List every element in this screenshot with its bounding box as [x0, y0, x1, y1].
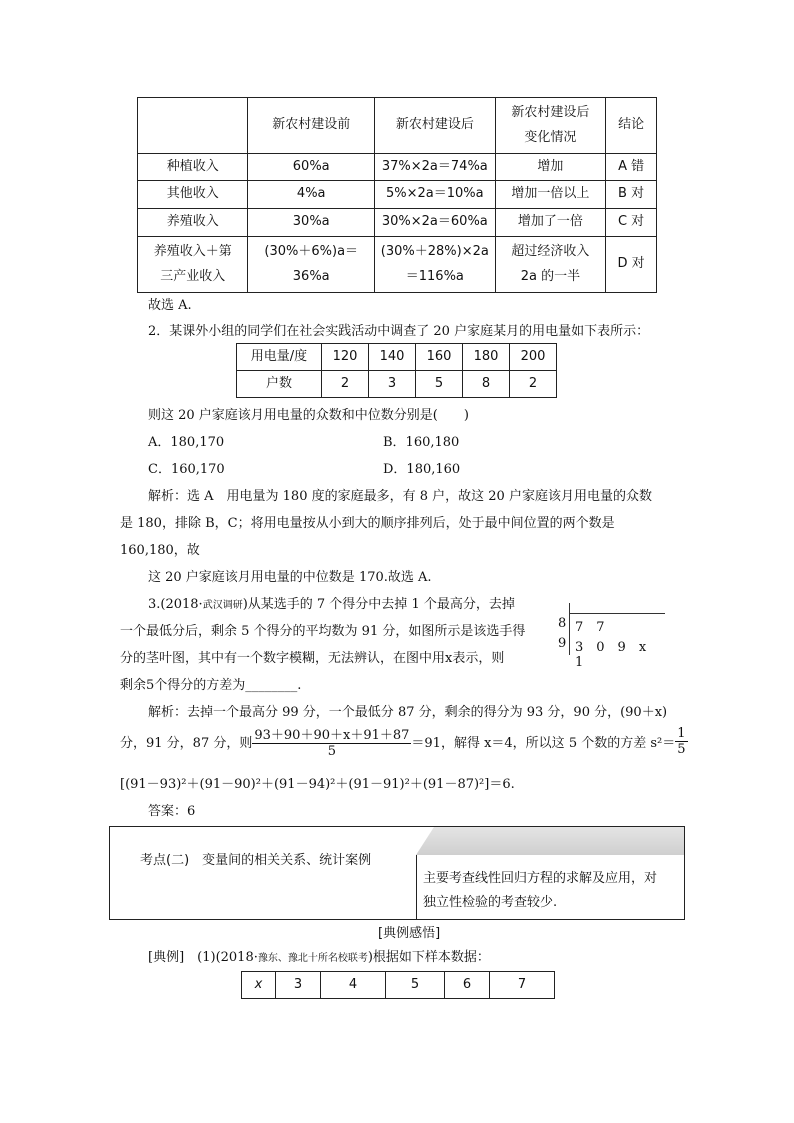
q3-source: 武汉调研 [202, 600, 243, 611]
plot-top-rule [569, 613, 665, 614]
stem-leaf-plot [555, 603, 667, 670]
table-cell: (30%＋6%)a＝ 36%a [248, 237, 375, 293]
topic-title: 考点(二) 变量间的相关关系、统计案例 [140, 853, 372, 868]
table-cell: 5%×2a＝10%a [374, 181, 495, 209]
table-header-cell: 新农村建设后 [374, 98, 495, 154]
table-cell: 用电量/度 [237, 344, 322, 371]
electricity-table [236, 343, 557, 398]
table-cell: 3 [369, 371, 416, 398]
table-header-cell: 结论 [606, 98, 657, 154]
solution-line: 解析：选 A 用电量为 180 度的家庭最多，有 8 户，故这 20 户家庭该月用电量的众数 [148, 489, 652, 504]
q3-suffix: )从某选手的 7 个得分中去掉 1 个最高分，去掉 [242, 597, 515, 612]
table-cell: 5 [386, 972, 445, 999]
table-cell: 30%×2a＝60%a [374, 209, 495, 237]
question-3-line: 一个最低分后，剩余 5 个得分的平均数为 91 分，如图所示是该选手得 [120, 624, 526, 639]
table-cell: C 对 [606, 209, 657, 237]
table-cell: B 对 [606, 181, 657, 209]
table-cell: 200 [510, 344, 557, 371]
question-2-stem: 2．某课外小组的同学们在社会实践活动中调查了 20 户家庭某月的用电量如下表所示： [148, 324, 650, 339]
solution-line: 160,180，故 [120, 543, 200, 558]
topic-box-banner [416, 827, 684, 855]
q3-prefix: 3.(2018· [148, 597, 203, 612]
table-cell: 60%a [248, 154, 375, 181]
mean-fraction [252, 724, 411, 759]
example-suffix: )根据如下样本数据： [367, 950, 490, 965]
topic-box [109, 826, 685, 920]
table-cell: 37%×2a＝74%a [374, 154, 495, 181]
paragraph: 故选 A. [148, 298, 192, 313]
comparison-table [137, 97, 657, 293]
sol-text: 分，91 分，87 分，则 [120, 736, 253, 751]
table-cell: 增加了一倍 [495, 209, 606, 237]
table-cell: 3 [276, 972, 321, 999]
table-cell: 7 [490, 972, 555, 999]
table-cell: 6 [445, 972, 490, 999]
fraction-numerator: 93＋90＋90＋x＋91＋87 [252, 724, 411, 744]
table-cell: 种植收入 [138, 154, 248, 181]
table-cell: 其他收入 [138, 181, 248, 209]
answer: 答案：6 [148, 804, 196, 819]
table-cell: 140 [369, 344, 416, 371]
fraction-numerator: 1 [677, 726, 686, 741]
banner-corner-decoration [416, 827, 446, 855]
table-cell: 2 [322, 371, 369, 398]
option-c: C．160,170 [148, 462, 225, 477]
table-cell: 5 [416, 371, 463, 398]
sample-data-table [241, 971, 555, 999]
option-d: D．180,160 [383, 462, 461, 477]
table-cell: 160 [416, 344, 463, 371]
table-cell: 2 [510, 371, 557, 398]
table-cell: 增加 [495, 154, 606, 181]
table-header-cell [138, 98, 248, 154]
table-cell: x [242, 972, 276, 999]
table-cell: 4%a [248, 181, 375, 209]
table-cell: 户数 [237, 371, 322, 398]
question-3-line [148, 593, 515, 612]
fraction-denominator: 5 [327, 744, 337, 759]
solution-line: 解析：去掉一个最高分 99 分，一个最低分 87 分，剩余的得分为 93 分，90 分，(90＋x) [148, 705, 668, 720]
table-header-cell: 新农村建设后 变化情况 [495, 98, 606, 154]
fraction-denominator: 5 [677, 742, 686, 757]
solution-line [120, 724, 688, 764]
table-cell: 养殖收入 [138, 209, 248, 237]
option-a: A．180,170 [148, 435, 225, 450]
leaf-values: 7 7 [575, 620, 605, 635]
example-line [148, 946, 490, 965]
question-2-prompt: 则这 20 户家庭该月用电量的众数和中位数分别是( ) [148, 408, 469, 423]
option-b: B．160,180 [383, 435, 460, 450]
sol-text: ＝91，解得 x＝4，所以这 5 个数的方差 s²＝ [411, 736, 676, 751]
example-prefix: (1)(2018· [184, 950, 258, 965]
solution-line: 这 20 户家庭该月用电量的中位数是 170.故选 A. [148, 570, 432, 585]
table-cell: 180 [463, 344, 510, 371]
table-cell: 4 [321, 972, 386, 999]
plot-stem-divider [569, 603, 570, 655]
example-source: 豫东、豫北十所名校联考 [257, 953, 368, 964]
stem-value: 9 [558, 636, 567, 651]
table-cell: 8 [463, 371, 510, 398]
question-3-line: 剩余5个得分的方差为________. [120, 678, 302, 693]
section-header: [典例感悟] [378, 926, 441, 941]
table-cell: 养殖收入＋第 三产业收入 [138, 237, 248, 293]
variance-fraction [675, 726, 687, 757]
topic-desc: 独立性检验的考查较少. [423, 895, 558, 910]
solution-line: [(91－93)²＋(91－90)²＋(91－94)²＋(91－91)²＋(91－87)²]＝6. [120, 777, 515, 792]
table-header-cell: 新农村建设前 [248, 98, 375, 154]
table-cell: (30%＋28%)×2a ＝116%a [374, 237, 495, 293]
table-cell: 120 [322, 344, 369, 371]
leaf-values: 3 0 9 x 1 [575, 640, 660, 670]
question-3-line: 分的茎叶图，其中有一个数字模糊，无法辨认，在图中用x表示，则 [120, 651, 505, 666]
table-cell: 增加一倍以上 [495, 181, 606, 209]
table-cell: D 对 [606, 237, 657, 293]
solution-line: 是 180，排除 B，C；将用电量按从小到大的顺序排列后，处于最中间位置的两个数是 [120, 516, 615, 531]
example-label: [典例] [148, 950, 185, 965]
table-cell: 超过经济收入 2a 的一半 [495, 237, 606, 293]
topic-desc: 主要考查线性回归方程的求解及应用，对 [423, 871, 658, 886]
table-cell: 30%a [248, 209, 375, 237]
table-cell: A 错 [606, 154, 657, 181]
stem-value: 8 [558, 616, 567, 631]
